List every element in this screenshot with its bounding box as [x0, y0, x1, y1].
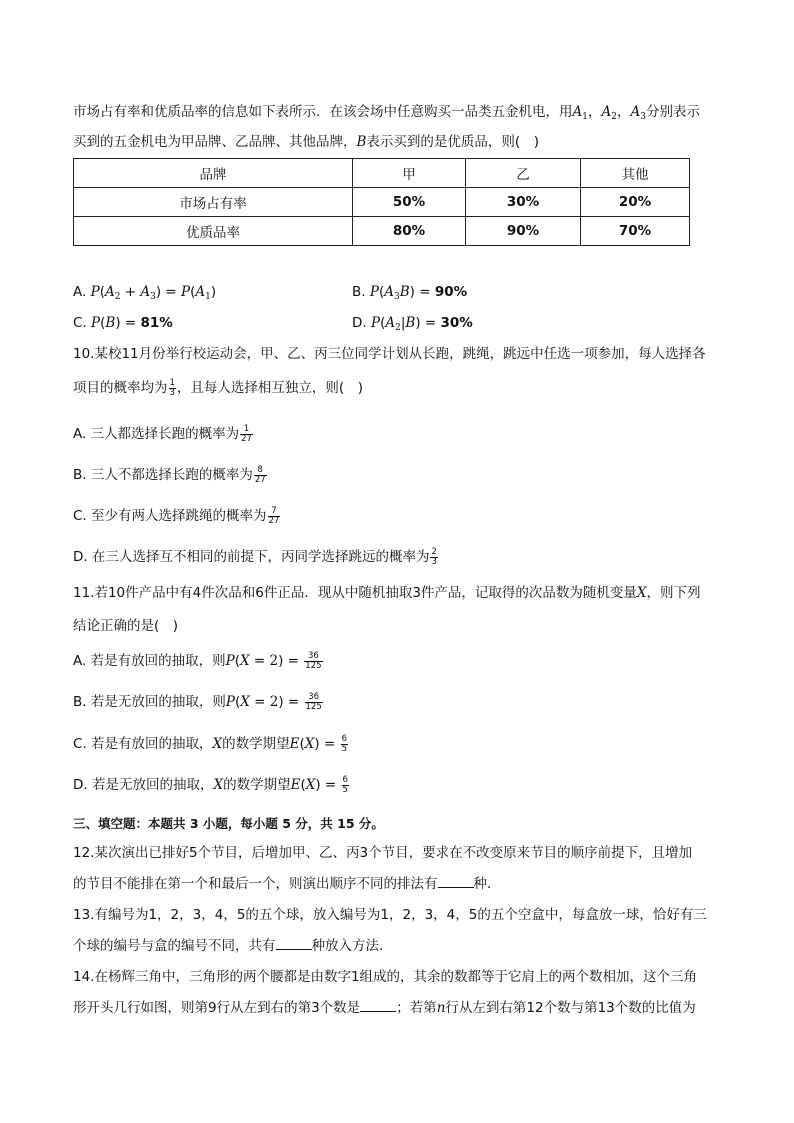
q11-option-d: D. 若是无放回的抽取，X的数学期望E(X) = $\frac{6}{5}$ [73, 774, 348, 795]
table-row [74, 217, 690, 246]
q10-line1: 10.某校11月份举行校运动会，甲、乙、丙三位同学计划从长跑，跳绳，跳远中任选一项参加，每人选择各 [73, 346, 706, 362]
table-header-cell: 甲 [353, 159, 466, 188]
q9-option-c: C. P(B) = 81% [73, 315, 173, 331]
q11-line1: 11.若10件产品中有4件次品和6件正品．现从中随机抽取3件产品，记取得的次品数为随机变量X，则下列 [73, 585, 701, 601]
q10-option-a: A. 三人都选择长跑的概率为 $\frac{1}{27}$ [73, 423, 252, 444]
table-row [74, 159, 690, 188]
q12-line2: 的节目不能排在第一个和最后一个，则演出顺序不同的排法有 种． [73, 876, 501, 892]
q9-option-a: A. $P(A_2 + A_3) = P(A_1)$ [73, 284, 217, 302]
q14-line1: 14.在杨辉三角中，三角形的两个腰都是由数字1组成的，其余的数都等于它肩上的两个数相加，这个三角 [73, 969, 698, 985]
table-cell: 优质品率 [74, 217, 353, 246]
answer-blank [360, 999, 396, 1012]
q9-line2: 买到的五金机电为甲品牌、乙品牌、其他品牌，B表示买到的是优质品，则( ) [73, 134, 539, 150]
table-cell: 20% [581, 188, 690, 217]
table-cell: 70% [581, 217, 690, 246]
answer-blank [276, 937, 312, 950]
q10-option-b: B. 三人不都选择长跑的概率为 $\frac{8}{27}$ [73, 464, 266, 485]
q13-line2: 个球的编号与盒的编号不同，共有 种放入方法． [73, 938, 393, 954]
table-header-cell: 品牌 [74, 159, 353, 188]
table-header-cell: 乙 [466, 159, 581, 188]
answer-blank [438, 875, 474, 888]
q9-option-d: D. $P(A_2|B) = 30\%$ [352, 315, 473, 333]
q11-option-b: B. 若是无放回的抽取，则P(X = 2) = $\frac{36}{125}$ [73, 691, 322, 712]
section-heading: 三、填空题：本题共 3 小题，每小题 5 分，共 15 分。 [73, 816, 384, 831]
table-cell: 90% [466, 217, 581, 246]
q9-option-b: B. $P(A_3B) = 90\%$ [352, 284, 468, 302]
q14-line2: 形开头几行如图，则第9行从左到右的第3个数是 ；若第n行从左到右第12个数与第13个数的比值为 [73, 1000, 696, 1016]
table-cell: 80% [353, 217, 466, 246]
table-row [74, 188, 690, 217]
q10-line2: 项目的概率均为 $\frac{1}{3}$ ，且每人选择相互独立，则( ) [73, 377, 363, 398]
q11-line2: 结论正确的是( ) [73, 618, 179, 634]
q11-option-a: A. 若是有放回的抽取，则P(X = 2) = $\frac{36}{125}$ [73, 650, 322, 671]
table-cell: 市场占有率 [74, 188, 353, 217]
q10-option-c: C. 至少有两人选择跳绳的概率为 $\frac{7}{27}$ [73, 505, 280, 526]
q11-option-c: C. 若是有放回的抽取，X的数学期望E(X) = $\frac{6}{5}$ [73, 733, 347, 754]
q10-option-d: D. 在三人选择互不相同的前提下，丙同学选择跳远的概率为 $\frac{2}{3}$ [73, 546, 437, 567]
table-cell: 50% [353, 188, 466, 217]
table-header-cell: 其他 [581, 159, 690, 188]
q13-line1: 13.有编号为1，2，3，4，5的五个球，放入编号为1，2，3，4，5的五个空盒中，每盒放一球，恰好有三 [73, 907, 707, 923]
q9-line1: 市场占有率和优质品率的信息如下表所示．在该会场中任意购买一品类五金机电，用$A_1$，$A_2$，$A_3$分别表示 [73, 104, 700, 122]
brand-table [73, 158, 690, 246]
q12-line1: 12.某次演出已排好5个节目，后增加甲、乙、丙3个节目，要求在不改变原来节目的顺序前提下，且增加 [73, 845, 693, 861]
table-cell: 30% [466, 188, 581, 217]
